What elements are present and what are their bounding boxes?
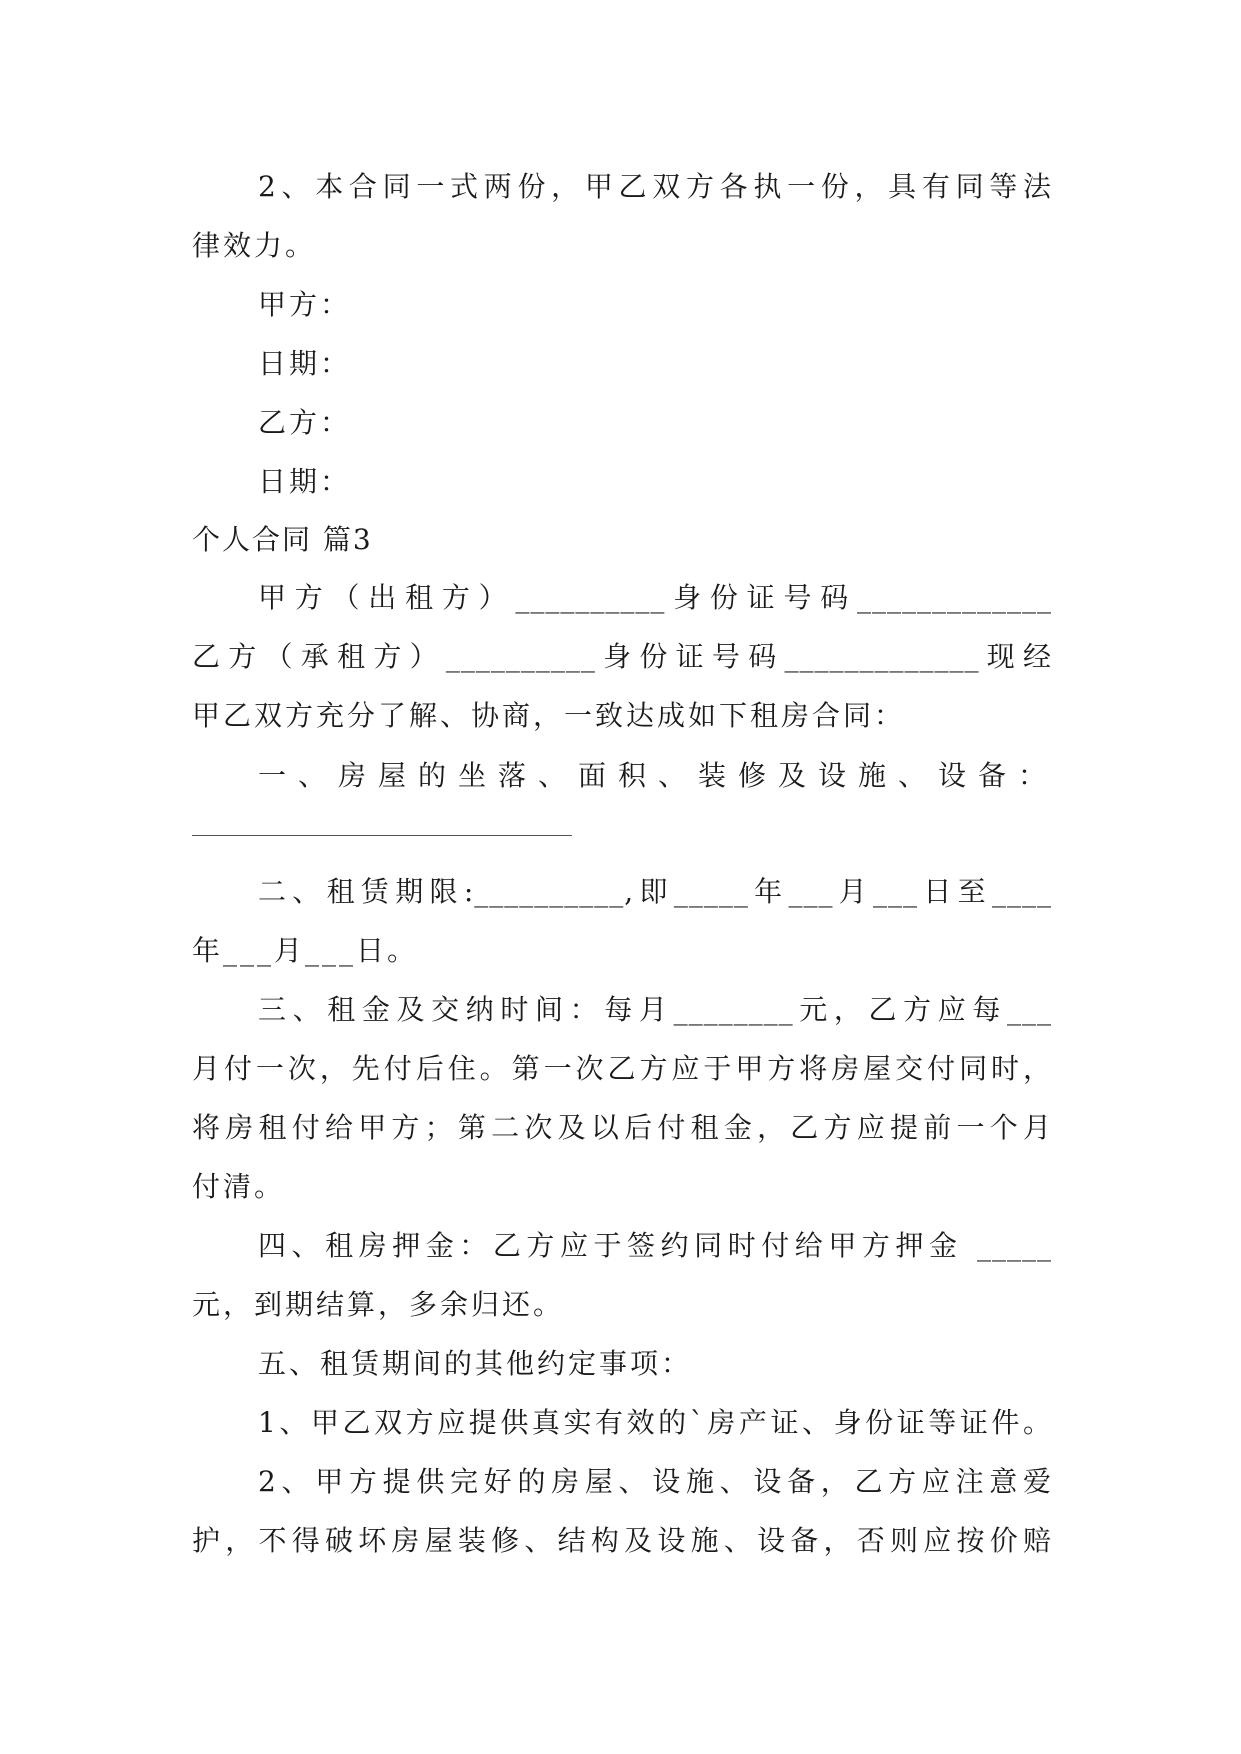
premises-blank-line <box>192 835 572 836</box>
party-b-signature: 乙方： <box>258 406 352 439</box>
clause-5-item-2-line-1: 2、甲方提供完好的房屋、设施、设备，乙方应注意爱 <box>258 1465 1052 1498</box>
lessee-line: 乙方（承租方）__________身份证号码_____________现经 <box>192 640 1052 673</box>
party-a-signature: 甲方： <box>258 288 352 321</box>
clause-4-deposit-line-2: 元，到期结算，多余归还。 <box>192 1288 565 1321</box>
clause-2-term-line-1: 二、租赁期限:__________,即_____年___月___日至____ <box>258 875 1052 908</box>
clause-2-line-2: 律效力。 <box>192 229 317 262</box>
lessor-line: 甲方（出租方）__________身份证号码_____________ <box>258 581 1052 614</box>
clause-3-rent-line-4: 付清。 <box>192 1170 286 1203</box>
section-heading: 个人合同 篇3 <box>192 523 373 556</box>
clause-3-rent-line-1: 三、租金及交纳时间：每月________元，乙方应每___ <box>258 993 1052 1026</box>
clause-5-item-2-line-2: 护，不得破坏房屋装修、结构及设施、设备，否则应按价赔 <box>192 1524 1052 1557</box>
clause-3-rent-line-2: 月付一次，先付后住。第一次乙方应于甲方将房屋交付同时， <box>192 1052 1052 1085</box>
clause-5-heading: 五、租赁期间的其他约定事项： <box>258 1347 693 1380</box>
clause-5-item-1: 1、甲乙双方应提供真实有效的`房产证、身份证等证件。 <box>258 1406 1052 1439</box>
clause-3-rent-line-3: 将房租付给甲方；第二次及以后付租金，乙方应提前一个月 <box>192 1111 1052 1144</box>
clause-2-term-line-2: 年___月___日。 <box>192 934 419 967</box>
clause-4-deposit-line-1: 四、租房押金：乙方应于签约同时付给甲方押金 _____ <box>258 1229 1052 1262</box>
clause-1-premises: 一、房屋的坐落、面积、装修及设施、设备： <box>258 759 1052 792</box>
agreement-intro: 甲乙双方充分了解、协商，一致达成如下租房合同： <box>192 699 906 732</box>
party-a-date: 日期： <box>258 347 352 380</box>
party-b-date: 日期： <box>258 465 352 498</box>
clause-2-line-1: 2、本合同一式两份，甲乙双方各执一份，具有同等法 <box>258 170 1052 203</box>
